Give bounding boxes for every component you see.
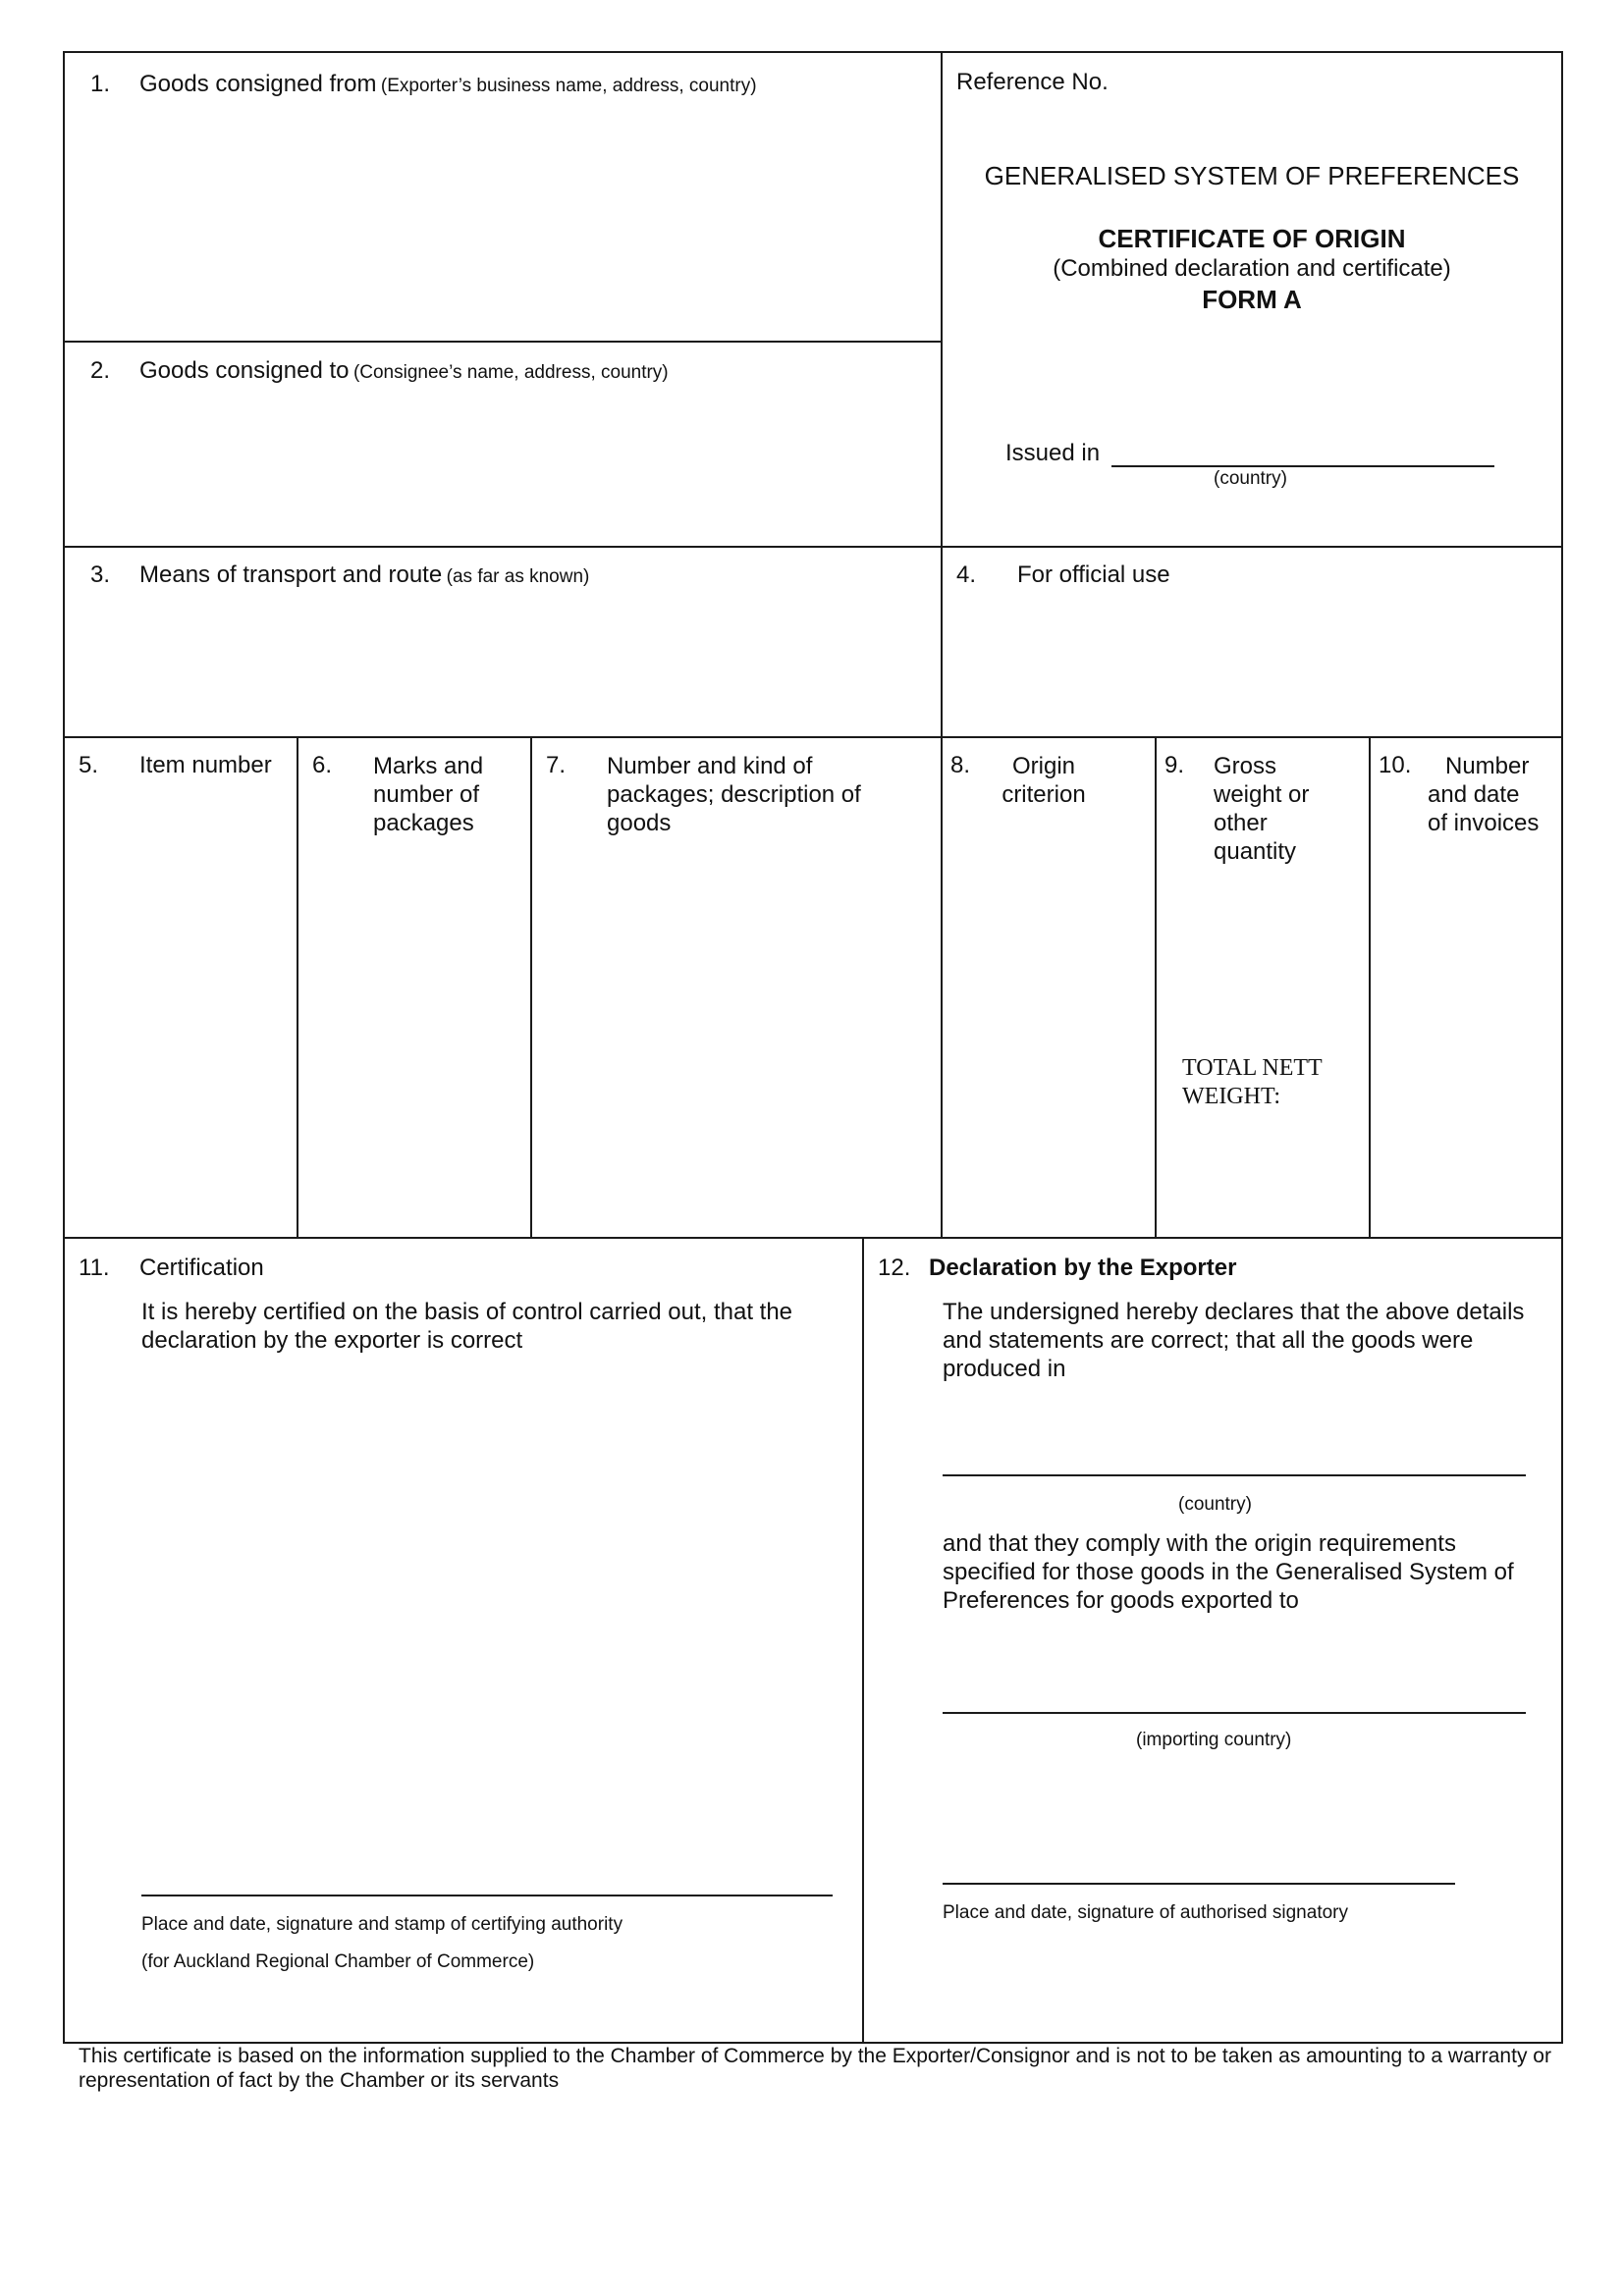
form-label: FORM A [1202,285,1302,314]
issued-in-line[interactable] [1111,465,1494,467]
box3-number: 3. [90,561,111,588]
box11-signature-line[interactable] [141,1895,833,1896]
box3-hint: (as far as known) [446,566,590,587]
divider-row2 [63,546,1563,548]
box1-number: 1. [90,71,111,97]
issued-in-label: Issued in [1005,440,1101,466]
divider-col-10 [1369,736,1371,1239]
divider-col-7 [530,736,532,1239]
col10-label: Number and date of invoices [1428,753,1540,836]
col7-label: Number and kind of packages; description of goods [607,753,861,836]
box3-header [139,561,589,589]
box11-signature-caption: Place and date, signature and stamp of certifying authority [141,1914,623,1935]
divider-row3 [63,736,1563,738]
total-nett-weight: TOTAL NETT WEIGHT: [1182,1055,1323,1109]
box2-hint: (Consignee’s name, address, country) [352,362,669,383]
divider-col-6 [297,736,298,1239]
certificate-title: CERTIFICATE OF ORIGIN [1098,224,1406,253]
box1-header [139,71,757,98]
col9-label: Gross weight or other quantity [1214,753,1310,865]
box12-importing-caption: (importing country) [1136,1730,1292,1750]
col6-number: 6. [312,752,333,778]
col9-number: 9. [1164,752,1185,778]
box11-number: 11. [79,1255,110,1281]
box12-text1: The undersigned hereby declares that the above details and statements are correct; that all the goods were produced in [943,1299,1525,1382]
issued-in-country-caption: (country) [1214,468,1287,489]
col5-number: 5. [79,752,99,778]
box11-text: It is hereby certified on the basis of control carried out, that the declaration by the exporter is correct [141,1299,793,1354]
box1-hint: (Exporter’s business name, address, country) [380,76,757,96]
divider-box11-box12 [862,1237,864,2044]
box4-number: 4. [956,561,977,588]
col10-number: 10. [1379,752,1412,778]
box11-title: Certification [139,1255,264,1281]
col8-label: Origin criterion [1001,753,1086,808]
box4-title: For official use [1017,561,1170,588]
divider-row4 [63,1237,1563,1239]
box12-title: Declaration by the Exporter [929,1255,1237,1281]
box12-signature-caption: Place and date, signature of authorised signatory [943,1902,1348,1923]
importing-country-line[interactable] [943,1712,1526,1714]
col7-number: 7. [546,752,567,778]
box11-authority: (for Auckland Regional Chamber of Commerce) [141,1951,535,1972]
border-top [63,51,1563,53]
box3-title: Means of transport and route [139,561,443,588]
box2-header [139,357,669,385]
col6-label: Marks and number of packages [373,753,484,836]
border-right [1561,51,1563,2044]
border-left [63,51,65,2044]
box12-number: 12. [878,1255,911,1281]
box12-country-caption: (country) [1178,1494,1252,1515]
footer-disclaimer: This certificate is based on the information supplied to the Chamber of Commerce by the Exporter/Consignor and is not to be taken as amounting to a warranty or representation of fact by the Chamber or its servants [79,2045,1551,2092]
divider-box1-box2 [63,341,943,343]
box2-number: 2. [90,357,111,384]
box1-title: Goods consigned from [139,71,377,97]
certificate-subtitle: (Combined declaration and certificate) [1053,255,1451,282]
col5-label: Item number [139,752,272,778]
box2-title: Goods consigned to [139,357,350,384]
reference-label: Reference No. [956,69,1109,95]
produced-in-country-line[interactable] [943,1474,1526,1476]
divider-col-9 [1155,736,1157,1239]
box12-text2: and that they comply with the origin requirements specified for those goods in the Generalised System of Preferences for goods exported to [943,1530,1514,1614]
col8-number: 8. [950,752,971,778]
gsp-title: GENERALISED SYSTEM OF PREFERENCES [984,161,1520,190]
box12-signature-line[interactable] [943,1883,1455,1885]
